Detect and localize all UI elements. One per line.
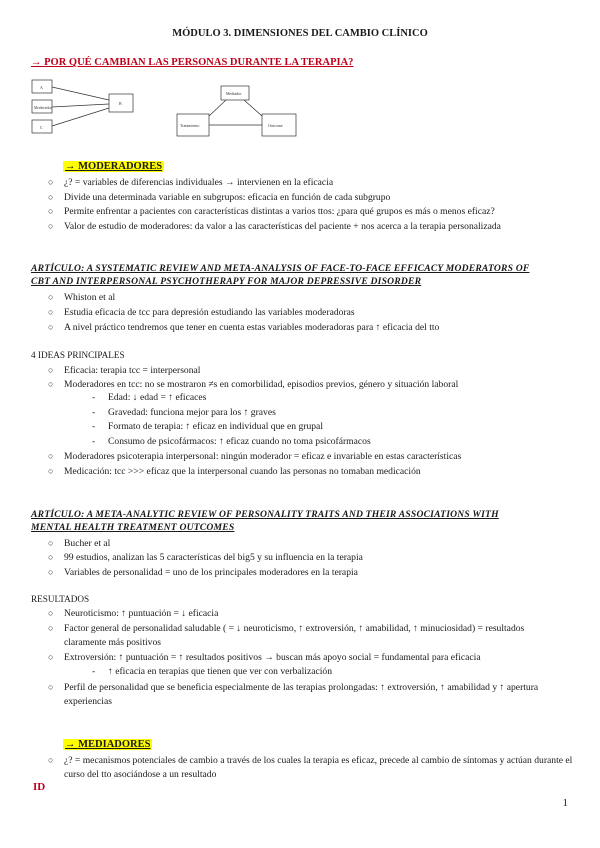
arrow-icon: → bbox=[31, 57, 42, 68]
article2-title-line2: MENTAL HEALTH TREATMENT OUTCOMES bbox=[31, 522, 235, 533]
bullet-icon: ○ bbox=[48, 466, 54, 476]
sub-list-item-text: ↑ eficacia en terapias que tienen que ver con verbalización bbox=[108, 666, 333, 677]
diagram-label-b: B bbox=[119, 101, 122, 106]
diagram-label-outcome: Outcome bbox=[268, 123, 283, 128]
section-heading-resultados: RESULTADOS bbox=[31, 594, 90, 604]
heading-why-change bbox=[31, 56, 353, 70]
list-item-text: Neuroticismo: ↑ puntuación = ↓ eficacia bbox=[64, 608, 219, 619]
bullet-icon: ○ bbox=[48, 682, 54, 692]
list-item bbox=[48, 290, 115, 305]
diagram-label-tratamiento: Tratamiento bbox=[180, 123, 200, 128]
arrow-icon: → bbox=[65, 739, 76, 750]
mediator-diagram bbox=[176, 84, 298, 140]
bullet-icon: ○ bbox=[48, 379, 54, 389]
list-item bbox=[48, 550, 363, 565]
bullet-icon: ○ bbox=[48, 538, 54, 548]
list-item-text: Eficacia: terapia tcc = interpersonal bbox=[64, 365, 201, 376]
list-item bbox=[48, 204, 495, 219]
list-item bbox=[48, 449, 461, 464]
page-number: 1 bbox=[562, 797, 568, 809]
list-item bbox=[48, 606, 218, 621]
dash-icon: - bbox=[92, 666, 96, 677]
bullet-icon: ○ bbox=[48, 567, 54, 577]
list-item-text: Whiston et al bbox=[64, 292, 116, 303]
moderator-diagram bbox=[31, 78, 161, 136]
list-item-text: Variables de personalidad = uno de los principales moderadores en la terapia bbox=[64, 567, 358, 578]
list-item-text: Moderadores psicoterapia interpersonal: ningún moderador = eficaz e invariable en estas características bbox=[64, 451, 462, 462]
list-item-text: ¿? = mecanismos potenciales de cambio a través de los cuales la terapia es eficaz, precede al cambio de síntomas y actúan durante el curso del tto asociándose a un resultado bbox=[64, 755, 573, 780]
list-item bbox=[48, 305, 355, 320]
list-item-text: Medicación: tcc >>> eficaz que la interpersonal cuando las personas no tomaban medicación bbox=[64, 466, 421, 477]
article1-title-line2: CBT AND INTERPERSONAL PSYCHOTHERAPY FOR MAJOR DEPRESSIVE DISORDER bbox=[31, 276, 422, 287]
bullet-icon: ○ bbox=[48, 365, 54, 375]
list-item bbox=[48, 377, 458, 392]
list-item-text: Moderadores en tcc: no se mostraron ≠s en comorbilidad, episodios previos, género y situación laboral bbox=[64, 379, 459, 390]
list-item-text: Bucher et al bbox=[64, 538, 111, 549]
list-item-text: 99 estudios, analizan las 5 características del big5 y su influencia en la terapia bbox=[64, 552, 363, 563]
moderadores-heading-text: MODERADORES bbox=[78, 161, 163, 172]
sub-list-item-text: Consumo de psicofármacos: ↑ eficaz cuando no toma psicofármacos bbox=[108, 436, 371, 447]
list-item bbox=[48, 175, 333, 190]
list-item-text: Permite enfrentar a pacientes con características distintas a varios ttos: ¿para qué grupos es más o menos eficaz? bbox=[64, 206, 495, 217]
section-heading-ideas: 4 IDEAS PRINCIPALES bbox=[31, 350, 125, 360]
bullet-icon: ○ bbox=[48, 177, 54, 187]
diagram-label-a: A bbox=[40, 85, 43, 90]
list-item bbox=[48, 363, 200, 378]
list-item-text: Divide una determinada variable en subgrupos: eficacia en función de cada subgrupo bbox=[64, 192, 391, 203]
sub-list-item-text: Gravedad: funciona mejor para los ↑ graves bbox=[108, 407, 276, 418]
arrow-icon: → bbox=[65, 161, 76, 172]
diagram-label-c: C bbox=[40, 125, 43, 130]
bullet-icon: ○ bbox=[48, 552, 54, 562]
list-item bbox=[48, 621, 564, 650]
list-item bbox=[48, 536, 110, 551]
bullet-icon: ○ bbox=[48, 652, 54, 662]
list-item-text: Estudia eficacia de tcc para depresión estudiando las variables moderadoras bbox=[64, 307, 355, 318]
list-item-text: Extroversión: ↑ puntuación = ↑ resultados positivos → buscan más apoyo social = fundamental para eficacia bbox=[64, 652, 481, 663]
list-item-text: ¿? = variables de diferencias individuales → intervienen en la eficacia bbox=[64, 177, 334, 188]
bullet-icon: ○ bbox=[48, 307, 54, 317]
list-item bbox=[48, 320, 439, 335]
list-item bbox=[48, 464, 421, 479]
bullet-icon: ○ bbox=[48, 192, 54, 202]
list-item-text: Valor de estudio de moderadores: da valor a las características del paciente + nos acerca a la terapia personalizada bbox=[64, 221, 501, 232]
id-label: ID bbox=[33, 781, 46, 793]
list-item bbox=[48, 219, 501, 234]
bullet-icon: ○ bbox=[48, 451, 54, 461]
dash-icon: - bbox=[92, 392, 96, 403]
diagram-label-mediador: Mediador bbox=[226, 91, 242, 96]
bullet-icon: ○ bbox=[48, 608, 54, 618]
sub-list-item bbox=[92, 435, 371, 449]
mediadores-heading-text: MEDIADORES bbox=[78, 739, 151, 750]
sub-list-item bbox=[92, 406, 276, 420]
list-item-text: A nivel práctico tendremos que tener en cuenta estas variables moderadoras para ↑ eficacia del tto bbox=[64, 322, 440, 333]
page-title: MÓDULO 3. DIMENSIONES DEL CAMBIO CLÍNICO bbox=[172, 28, 428, 39]
mediadores-heading bbox=[63, 738, 152, 752]
list-item bbox=[48, 650, 481, 665]
moderadores-heading bbox=[63, 160, 164, 174]
list-item-text: Perfil de personalidad que se beneficia especialmente de las terapias prolongadas: ↑ extroversión, ↑ amabilidad y ↑ apertura experiencias bbox=[64, 682, 539, 707]
bullet-icon: ○ bbox=[48, 755, 54, 765]
article2-title-line1: ARTÍCULO: A META-ANALYTIC REVIEW OF PERSONALITY TRAITS AND THEIR ASSOCIATIONS WITH bbox=[31, 509, 499, 520]
sub-list-item bbox=[92, 420, 323, 434]
dash-icon: - bbox=[92, 407, 96, 418]
list-item-text: Factor general de personalidad saludable ( = ↓ neuroticismo, ↑ extroversión, ↑ amabilidad, ↑ minuciosidad) = resultados claramente más positivos bbox=[64, 623, 525, 648]
diagram-label-moderador: Moderador bbox=[34, 105, 52, 110]
dash-icon: - bbox=[92, 421, 96, 432]
article1-title-line1: ARTÍCULO: A SYSTEMATIC REVIEW AND META-ANALYSIS OF FACE-TO-FACE EFFICACY MODERATORS OF bbox=[31, 263, 530, 274]
sub-list-item-text: Formato de terapia: ↑ eficaz en individual que en grupal bbox=[108, 421, 323, 432]
list-item bbox=[48, 565, 358, 580]
list-item bbox=[48, 753, 584, 782]
sub-list-item bbox=[92, 665, 332, 679]
sub-list-item-text: Edad: ↓ edad = ↑ eficaces bbox=[108, 392, 207, 403]
bullet-icon: ○ bbox=[48, 292, 54, 302]
dash-icon: - bbox=[92, 436, 96, 447]
heading-text: POR QUÉ CAMBIAN LAS PERSONAS DURANTE LA TERAPIA? bbox=[44, 57, 354, 68]
bullet-icon: ○ bbox=[48, 206, 54, 216]
list-item bbox=[48, 190, 390, 205]
list-item bbox=[48, 680, 584, 709]
bullet-icon: ○ bbox=[48, 322, 54, 332]
bullet-icon: ○ bbox=[48, 221, 54, 231]
bullet-icon: ○ bbox=[48, 623, 54, 633]
sub-list-item bbox=[92, 391, 206, 405]
